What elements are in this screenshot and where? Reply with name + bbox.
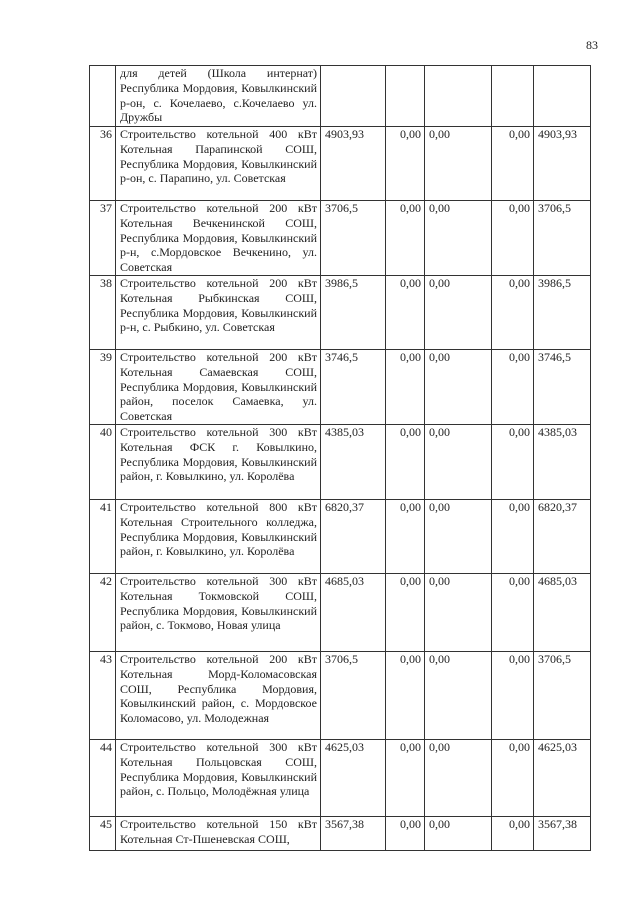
row-value-c: 0,00 [425, 350, 492, 425]
row-value-b [386, 66, 425, 127]
table-row [90, 739, 591, 816]
row-number [90, 66, 116, 127]
row-total-cost: 3567,38 [321, 816, 386, 850]
row-value-c: 0,00 [425, 127, 492, 201]
row-description: Строительство котельной 300 кВт Котельная Польцовская СОШ, Республика Мордовия, Ковылкинский район, с. Польцо, Молодёжная улица [116, 739, 321, 816]
table-row [90, 424, 591, 499]
table-row [90, 651, 591, 739]
row-total-cost: 3706,5 [321, 651, 386, 739]
row-description: Строительство котельной 200 кВт Котельная Самаевская СОШ, Республика Мордовия, Ковылкинский район, поселок Самаевка, ул. Советская [116, 350, 321, 425]
row-number: 41 [90, 499, 116, 573]
row-value-d: 0,00 [492, 201, 534, 276]
row-value-c: 0,00 [425, 816, 492, 850]
page-number: 83 [586, 38, 598, 52]
row-value-c: 0,00 [425, 201, 492, 276]
row-value-e: 3567,38 [534, 816, 591, 850]
row-value-b: 0,00 [386, 816, 425, 850]
row-value-e: 3706,5 [534, 651, 591, 739]
row-number: 37 [90, 201, 116, 276]
row-value-e: 3746,5 [534, 350, 591, 425]
row-number: 45 [90, 816, 116, 850]
row-total-cost: 3986,5 [321, 276, 386, 350]
row-value-e: 4385,03 [534, 424, 591, 499]
row-value-b: 0,00 [386, 201, 425, 276]
row-value-c: 0,00 [425, 424, 492, 499]
row-total-cost: 6820,37 [321, 499, 386, 573]
row-value-b: 0,00 [386, 651, 425, 739]
table-row [90, 66, 591, 127]
table-row [90, 127, 591, 201]
row-value-c: 0,00 [425, 573, 492, 651]
row-description: Строительство котельной 200 кВт Котельная Морд-Коломасовская СОШ, Республика Мордовия, Ковылкинский район, с. Мордовское Коломасово, ул. Молодежная [116, 651, 321, 739]
row-value-d: 0,00 [492, 739, 534, 816]
table-row [90, 499, 591, 573]
row-value-e: 6820,37 [534, 499, 591, 573]
row-total-cost: 4625,03 [321, 739, 386, 816]
row-value-b: 0,00 [386, 350, 425, 425]
row-number: 38 [90, 276, 116, 350]
row-number: 39 [90, 350, 116, 425]
row-description: Строительство котельной 200 кВт Котельная Рыбкинская СОШ, Республика Мордовия, Ковылкинский р-н, с. Рыбкино, ул. Советская [116, 276, 321, 350]
row-value-c: 0,00 [425, 499, 492, 573]
row-total-cost: 3746,5 [321, 350, 386, 425]
row-number: 40 [90, 424, 116, 499]
table-row [90, 573, 591, 651]
row-value-d: 0,00 [492, 127, 534, 201]
row-description: Строительство котельной 300 кВт Котельная ФСК г. Ковылкино, Республика Мордовия, Ковылкинский район, г. Ковылкино, ул. Королёва [116, 424, 321, 499]
row-value-e: 4625,03 [534, 739, 591, 816]
row-value-b: 0,00 [386, 127, 425, 201]
row-description: Строительство котельной 300 кВт Котельная Токмовской СОШ, Республика Мордовия, Ковылкинский район, с. Токмово, Новая улица [116, 573, 321, 651]
budget-table [89, 65, 591, 851]
row-total-cost: 4685,03 [321, 573, 386, 651]
table-row [90, 816, 591, 850]
row-value-d: 0,00 [492, 573, 534, 651]
row-number: 42 [90, 573, 116, 651]
row-value-c [425, 66, 492, 127]
row-description: Строительство котельной 150 кВт Котельная Ст-Пшеневская СОШ, [116, 816, 321, 850]
row-value-b: 0,00 [386, 499, 425, 573]
row-value-d: 0,00 [492, 276, 534, 350]
row-value-d: 0,00 [492, 816, 534, 850]
row-value-c: 0,00 [425, 739, 492, 816]
row-value-c: 0,00 [425, 276, 492, 350]
table-row [90, 350, 591, 425]
row-value-e: 3986,5 [534, 276, 591, 350]
row-description: Строительство котельной 400 кВт Котельная Парапинской СОШ, Республика Мордовия, Ковылкинский р-он, с. Парапино, ул. Советская [116, 127, 321, 201]
row-value-e [534, 66, 591, 127]
row-number: 36 [90, 127, 116, 201]
row-value-d: 0,00 [492, 499, 534, 573]
row-total-cost: 4385,03 [321, 424, 386, 499]
row-value-b: 0,00 [386, 739, 425, 816]
row-number: 44 [90, 739, 116, 816]
row-total-cost: 4903,93 [321, 127, 386, 201]
row-value-e: 4903,93 [534, 127, 591, 201]
row-value-e: 4685,03 [534, 573, 591, 651]
row-value-b: 0,00 [386, 276, 425, 350]
row-value-d [492, 66, 534, 127]
table-row [90, 201, 591, 276]
row-number: 43 [90, 651, 116, 739]
table-row [90, 276, 591, 350]
row-value-e: 3706,5 [534, 201, 591, 276]
row-description: Строительство котельной 200 кВт Котельная Вечкенинской СОШ, Республика Мордовия, Ковылкинский р-н, с.Мордовское Вечкенино, ул. Советская [116, 201, 321, 276]
row-description: для детей (Школа интернат) Республика Мордовия, Ковылкинский р-он, с. Кочелаево, с.Кочелаево ул. Дружбы [116, 66, 321, 127]
row-value-d: 0,00 [492, 424, 534, 499]
row-description: Строительство котельной 800 кВт Котельная Строительного колледжа, Республика Мордовия, Ковылкинский район, г. Ковылкино, ул. Королёва [116, 499, 321, 573]
row-total-cost [321, 66, 386, 127]
row-value-b: 0,00 [386, 573, 425, 651]
row-value-b: 0,00 [386, 424, 425, 499]
row-total-cost: 3706,5 [321, 201, 386, 276]
row-value-d: 0,00 [492, 651, 534, 739]
row-value-c: 0,00 [425, 651, 492, 739]
row-value-d: 0,00 [492, 350, 534, 425]
